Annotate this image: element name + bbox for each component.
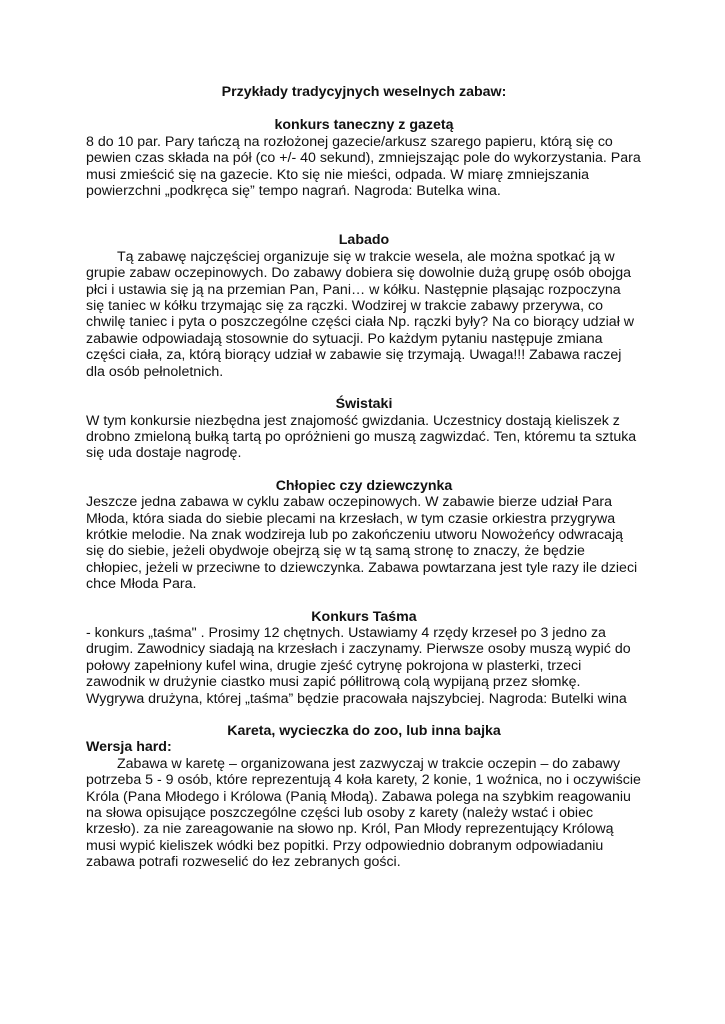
spacer bbox=[86, 593, 642, 609]
section-text-swistaki: W tym konkursie niezbędna jest znajomość gwizdania. Uczestnicy dostają kieliszek z drobno zmieloną bułką tartą po opróżnieni go muszą zagwizdać. Ten, któremu ta sztuka się uda dostaje nagrodę. bbox=[86, 412, 637, 462]
section-heading-tasma: Konkurs Taśma bbox=[311, 608, 417, 625]
section-text-kareta: Zabawa w karetę – organizowana jest zazwyczaj w trakcie oczepin – do zabawy potrzeba 5 - 9 osób, które reprezentują 4 koła karety, 2 konie, 1 woźnica, no i oczywiście Króla (Pana Młodego i Królowa (Panią Młodą). Zabawa polega na szybkim reagowaniu na słowa opisujące poszczególne części lub osoby z karety (należy wstać i obiec krzesło). za nie zareagowanie na słowo np. Król, Pan Młody reprezentujący Królową musi wypić kieliszek wódki bez popitki. Przy odpowiednio dobranym odpowiadaniu zabawa potrafi rozweselić do łez zebranych gości. bbox=[86, 755, 641, 871]
section-heading-kareta: Kareta, wycieczka do zoo, lub inna bajka bbox=[227, 723, 501, 739]
document-page bbox=[86, 84, 642, 871]
section-text-chlopiec: Jeszcze jedna zabawa w cyklu zabaw oczepinowych. W zabawie bierze udział Para Młoda, która siada do siebie plecami na krzesłach, w tym czasie orkiestra przygrywa krótkie melodie. Na znak wodzireja lub po zakończeniu utworu Nowożeńcy odwracają się do siebie, jeżeli obydwoje obejrzą się w tą samą stronę to znaczy, że będzie chłopiec, jeżeli w przeciwne to dziewczynka. Zabawa powtarzana jest tyle razy ile dzieci chce Młoda Para. bbox=[86, 494, 638, 593]
section-heading-chlopiec: Chłopiec czy dziewczynka bbox=[275, 477, 453, 494]
spacer bbox=[86, 199, 642, 232]
spacer bbox=[86, 707, 642, 723]
section-heading-swistaki: Świstaki bbox=[335, 396, 393, 413]
section-text-gazeta: 8 do 10 par. Pary tańczą na rozłożonej gazecie/arkusz szarego papieru, którą się co pewien czas składa na pół (co +/- 40 sekund), zmniejszając pole do wykorzystania. Para musi zmieścić się na gazecie. Kto się nie mieści, odpada. W miarę zmniejszania powierzchni „podkręca się” tempo nagrań. Nagroda: Butelka wina. bbox=[86, 133, 641, 200]
section-text-tasma: - konkurs „taśma" . Prosimy 12 chętnych. Ustawiamy 4 rzędy krzeseł po 3 jedno za drugim. Zawodnicy siadają na krzesłach i zaczynamy. Pierwsze osoby muszą wypić do połowy zapełniony kufel wina, drugie zjeść cytrynę pokrojona w plasterki, trzeci zawodnik w drużynie ciastko musi zapić półlitrową colą wypijaną przez słomkę. Wygrywa drużyna, której „taśma” będzie pracowała najszybciej. Nagroda: Butelki wina bbox=[86, 624, 631, 707]
section-subheading-kareta: Wersja hard: bbox=[86, 739, 172, 756]
section-text-labado: Tą zabawę najczęściej organizuje się w trakcie wesela, ale można spotkać ją w grupie zabaw oczepinowych. Do zabawy dobiera się dowolnie dużą grupę osób obojga płci i ustawia się ją na przemian Pan, Pani… w kółku. Następnie pląsając rozpoczyna się taniec w kółku trzymając się za rączki. Wodzirej w trakcie zabawy przerywa, co chwilę taniec i pyta o poszczególne części ciała Np. rączki były? Na co biorący udział w zabawie odpowiadają stosownie do sytuacji. Po każdym pytaniu następuje zmiana części ciała, za, którą biorący udział w zabawie się trzymają. Uwaga!!! Zabawa raczej dla osób pełnoletnich. bbox=[86, 248, 635, 380]
section-heading-gazeta: konkurs taneczny z gazetą bbox=[274, 117, 454, 134]
spacer bbox=[86, 462, 642, 478]
document-title: Przykłady tradycyjnych weselnych zabaw: bbox=[221, 84, 507, 100]
section-heading-labado: Labado bbox=[338, 232, 390, 249]
spacer bbox=[86, 380, 642, 396]
